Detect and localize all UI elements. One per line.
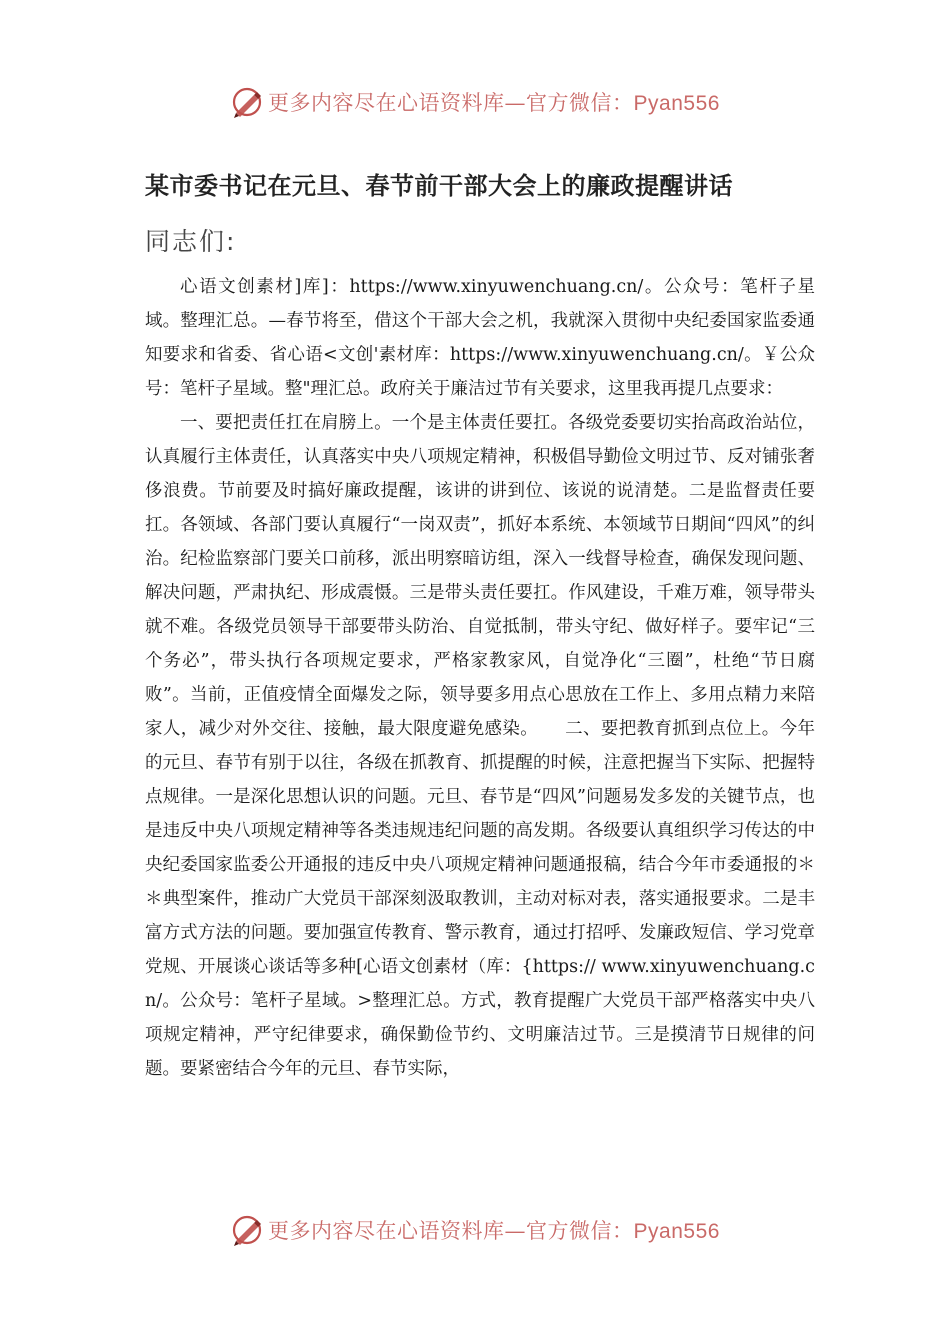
footer-banner-main: 更多内容尽在心语资料库 [268,1219,505,1243]
footer-banner-suffix: 官方微信： [526,1219,634,1243]
document-title: 某市委书记在元旦、春节前干部大会上的廉政提醒讲话 [145,172,733,200]
pen-logo-icon [230,85,264,119]
header-banner-suffix: 官方微信： [526,91,634,115]
salutation: 同志们: [145,227,237,256]
footer-wechat-id: Pyan556 [633,1220,720,1243]
pen-logo-icon [230,1213,264,1247]
body-paragraph-1: 心语文创素材]库]：https://www.xinyuwenchuang.cn/。公众号：笔杆子星域。整理汇总。—春节将至，借这个干部大会之机，我就深入贯彻中央纪委国家监委通知要求和省委、省心语<文创'素材库：https://www.xinyuwenchuang.cn/。￥公众号：笔杆子星域。整"理汇总。政府关于廉洁过节有关要求，这里我再提几点要求： [145,277,815,399]
header-banner-main: 更多内容尽在心语资料库 [268,91,505,115]
document-body [145,270,815,1086]
body-paragraph-2: 一、要把责任扛在肩膀上。一个是主体责任要扛。各级党委要切实抬高政治站位，认真履行主体责任，认真落实中央八项规定精神，积极倡导勤俭文明过节、反对铺张奢侈浪费。节前要及时搞好廉政提醒，该讲的讲到位、该说的说清楚。二是监督责任要扛。各领域、各部门要认真履行“一岗双责”，抓好本系统、本领域节日期间“四风”的纠治。纪检监察部门要关口前移，派出明察暗访组，深入一线督导检查，确保发现问题、解决问题，严肃执纪、形成震慑。三是带头责任要扛。作风建设，千难万难，领导带头就不难。各级党员领导干部要带头防治、自觉抵制，带头守纪、做好样子。要牢记“三个务必”，带头执行各项规定要求，严格家教家风，自觉净化“三圈”，杜绝“节日腐败”。当前，正值疫情全面爆发之际，领导要多用点心思放在工作上、多用点精力来陪家人，减少对外交往、接触，最大限度避免感染。 二、要把教育抓到点位上。今年的元旦、春节有别于以往，各级在抓教育、抓提醒的时候，注意把握当下实际、把握特点规律。一是深化思想认识的问题。元旦、春节是“四风”问题易发多发的关键节点，也是违反中央八项规定精神等各类违规违纪问题的高发期。各级要认真组织学习传达的中央纪委国家监委公开通报的违反中央八项规定精神问题通报稿，结合今年市委通报的＊＊典型案件，推动广大党员干部深刻汲取教训，主动对标对表，落实通报要求。二是丰富方式方法的问题。要加强宣传教育、警示教育，通过打招呼、发廉政短信、学习党章党规、开展谈心谈话等多种[心语文创素材（库：{https:// www.xinyuwenchuang.cn/。公众号：笔杆子星域。>整理汇总。方式，教育提醒广大党员干部严格落实中央八项规定精神，严守纪律要求，确保勤俭节约、文明廉洁过节。三是摸清节日规律的问题。要紧密结合今年的元旦、春节实际， [145,413,815,1079]
header-wechat-id: Pyan556 [633,92,720,115]
header-banner [0,82,950,122]
header-banner-text [268,87,720,117]
footer-banner-dash: — [504,1219,527,1243]
footer-banner [0,1210,950,1250]
header-banner-dash: — [504,91,527,115]
footer-banner-text [268,1215,720,1245]
